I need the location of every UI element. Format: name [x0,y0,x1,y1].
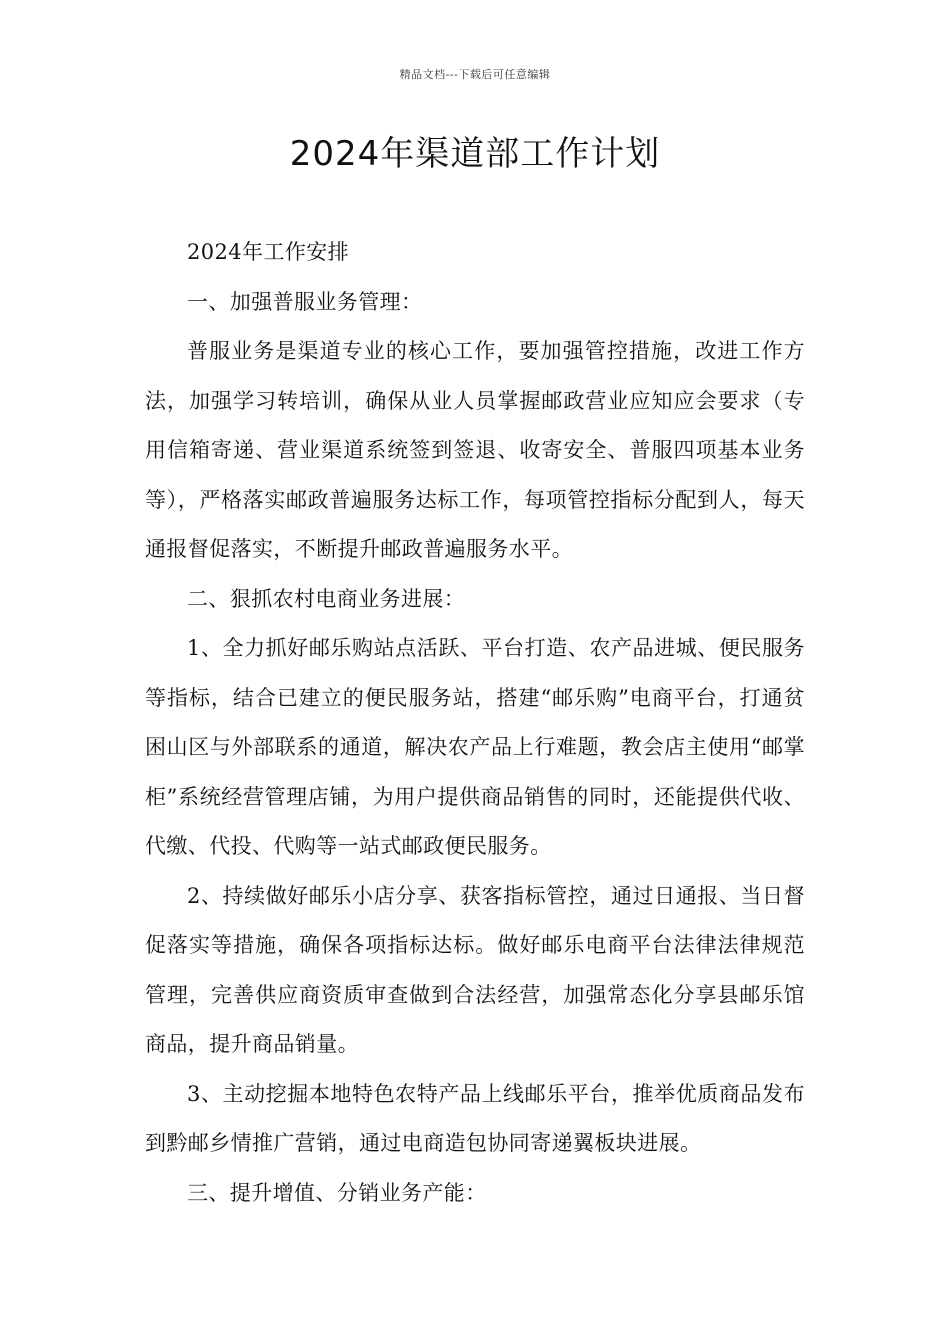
paragraph-universal-service: 普服业务是渠道专业的核心工作，要加强管控措施，改进工作方法，加强学习转培训，确保从业人员掌握邮政营业应知应会要求（专用信箱寄递、营业渠道系统签到签退、收寄安全、普服四项基本业务等），严格落实邮政普遍服务达标工作，每项管控指标分配到人，每天通报督促落实，不断提升邮政普遍服务水平。 [145,339,805,561]
section-heading-2: 二、狠抓农村电商业务进展： [187,586,466,611]
document-title: 2024年渠道部工作计划 [289,134,661,174]
paragraph-item-1: 1、全力抓好邮乐购站点活跃、平台打造、农产品进城、便民服务等指标，结合已建立的便民服务站，搭建“邮乐购”电商平台，打通贫困山区与外部联系的通道，解决农产品上行难题，教会店主使用“邮掌柜”系统经营管理店铺，为用户提供商品销售的同时，还能提供代收、代缴、代投、代购等一站式邮政便民服务。 [145,636,805,858]
section-heading-3: 三、提升增值、分销业务产能： [187,1180,487,1205]
paragraph-item-3: 3、主动挖掘本地特色农特产品上线邮乐平台，推举优质商品发布到黔邮乡情推广营销，通过电商造包协同寄递翼板块进展。 [145,1081,805,1155]
paragraph-item-2: 2、持续做好邮乐小店分享、获客指标管控，通过日通报、当日督促落实等措施，确保各项指标达标。做好邮乐电商平台法律法律规范管理，完善供应商资质审查做到合法经营，加强常态化分享县邮乐馆商品，提升商品销量。 [145,883,805,1056]
section-heading-plan: 2024年工作安排 [187,240,350,264]
document-body [145,228,805,1218]
section-heading-1: 一、加强普服业务管理： [187,289,423,314]
header-note: 精品文档---下载后可任意编辑 [399,68,551,81]
